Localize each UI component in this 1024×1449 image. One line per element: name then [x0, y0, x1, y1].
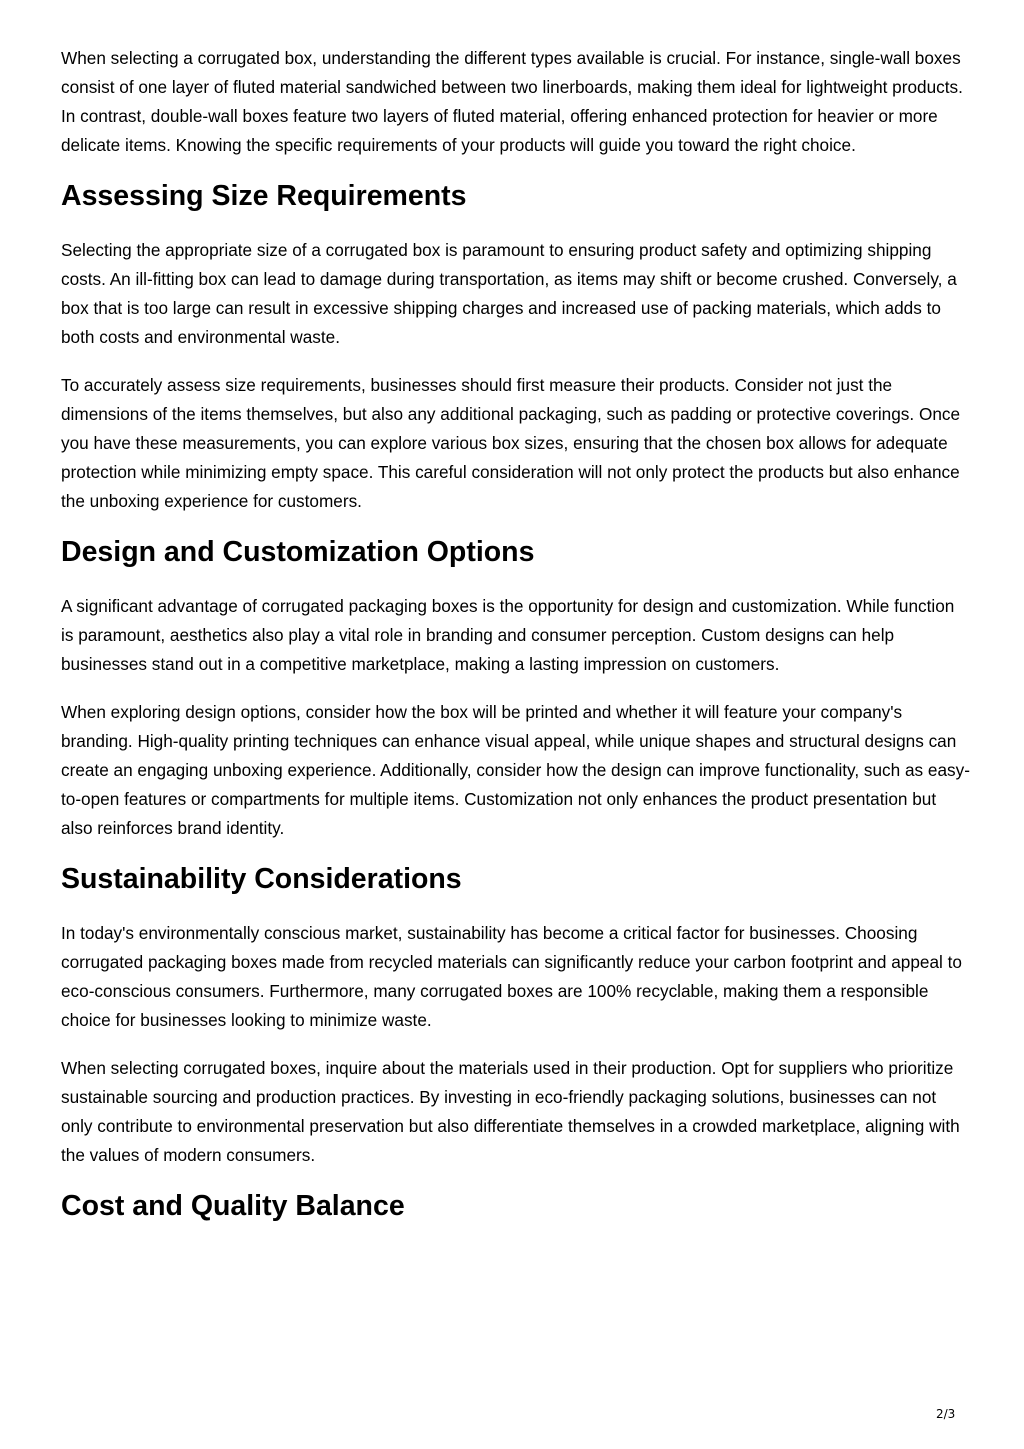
design-paragraph-2: When exploring design options, consider how the box will be printed and whether it will feature your company's branding. High-quality printing techniques can enhance visual appeal, while unique shapes and structural designs can create an engaging unboxing experience. Additionally, consider how the design can improve functionality, such as easy-to-open features or compartments for multiple items. Customization not only enhances the product presentation but also reinforces brand identity. — [61, 702, 970, 838]
section-heading-size: Assessing Size Requirements — [61, 180, 467, 212]
design-paragraph-1: A significant advantage of corrugated packaging boxes is the opportunity for design and customization. While function is paramount, aesthetics also play a vital role in branding and consumer perception. Custom designs can help businesses stand out in a competitive marketplace, making a lasting impression on customers. — [61, 596, 955, 674]
section-heading-design: Design and Customization Options — [61, 536, 535, 568]
intro-paragraph: When selecting a corrugated box, understanding the different types available is crucial. For instance, single-wall boxes consist of one layer of fluted material sandwiched between two linerboards, making them ideal for lightweight products. In contrast, double-wall boxes feature two layers of fluted material, offering enhanced protection for heavier or more delicate items. Knowing the specific requirements of your products will guide you toward the right choice. — [61, 48, 963, 155]
sustainability-paragraph-2: When selecting corrugated boxes, inquire about the materials used in their production. Opt for suppliers who prioritize sustainable sourcing and production practices. By investing in eco-friendly packaging solutions, businesses can not only contribute to environmental preservation but also differentiate themselves in a crowded marketplace, aligning with the values of modern consumers. — [61, 1058, 960, 1165]
page-number: 2/3 — [936, 1407, 956, 1421]
section-heading-sustainability: Sustainability Considerations — [61, 863, 462, 895]
size-paragraph-2: To accurately assess size requirements, businesses should first measure their products. Consider not just the dimensions of the items themselves, but also any additional packaging, such as padding or protective coverings. Once you have these measurements, you can explore various box sizes, ensuring that the chosen box allows for adequate protection while minimizing empty space. This careful consideration will not only protect the products but also enhance the unboxing experience for customers. — [61, 375, 961, 511]
section-heading-cost: Cost and Quality Balance — [61, 1190, 405, 1222]
sustainability-paragraph-1: In today's environmentally conscious market, sustainability has become a critical factor for businesses. Choosing corrugated packaging boxes made from recycled materials can significantly reduce your carbon footprint and appeal to eco-conscious consumers. Furthermore, many corrugated boxes are 100% recyclable, making them a responsible choice for businesses looking to minimize waste. — [61, 923, 962, 1030]
document-body — [61, 44, 971, 1246]
size-paragraph-1: Selecting the appropriate size of a corrugated box is paramount to ensuring product safety and optimizing shipping costs. An ill-fitting box can lead to damage during transportation, as items may shift or become crushed. Conversely, a box that is too large can result in excessive shipping charges and increased use of packing materials, which adds to both costs and environmental waste. — [61, 240, 957, 347]
